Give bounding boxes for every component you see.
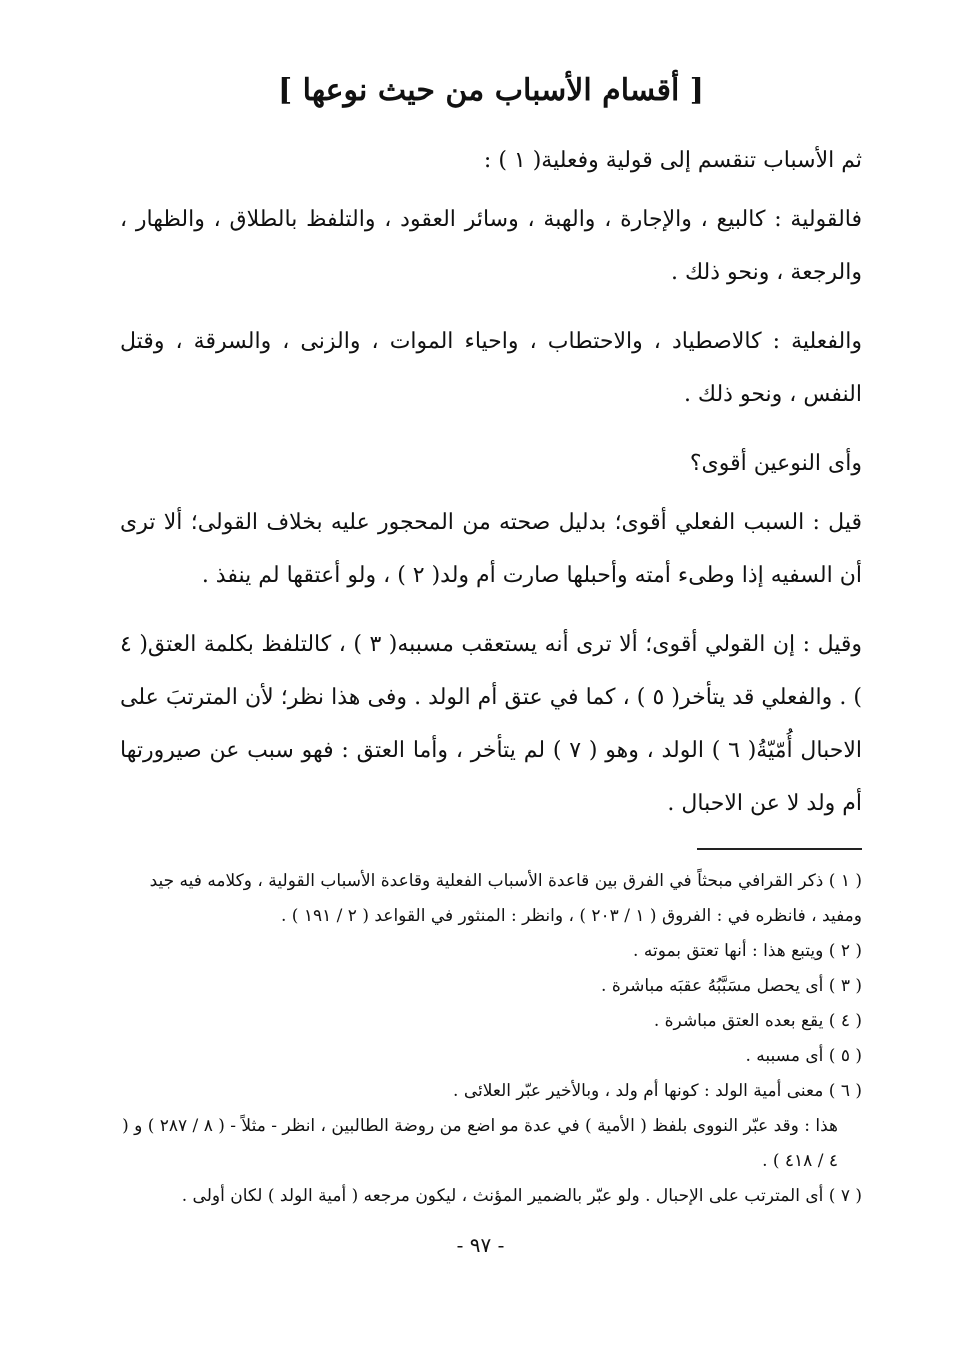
paragraph-filiya: والفعلية : كالاصطياد ، والاحتطاب ، واحياء الموات ، والزنى ، والسرقة ، وقتل النفس ، ونحو ذلك . xyxy=(120,329,862,407)
footnote-6: ( ٦ ) معنى أمية الولد : كونها أم ولد ، وبالأخير عبّر العلائى . xyxy=(453,1081,862,1101)
footnote-7: ( ٧ ) أى المترتب على الإحبال . ولو عبّر بالضمير المؤنث ، ليكون مرجعه ( أمية الولد ) لكان أولى . xyxy=(181,1186,862,1206)
paragraph-intro: ثم الأسباب تنقسم إلى قولية وفعلية( ١ ) : xyxy=(483,148,862,173)
paragraph-second-opinion: وقيل : إن القولي أقوى؛ ألا ترى أنه يستعقب مسببه( ٣ ) ، كالتلفظ بكلمة العتق( ٤ ) . والفعلي قد يتأخر( ٥ ) ، كما في عتق أم الولد . وفى هذا نظر؛ لأن المترتبَ على الاحبال أُمّيّةُ( ٦ ) الولد ، وهو ( ٧ ) لم يتأخر ، وأما العتق : فهو سبب عن صيرورتها أم ولد لا عن الاحبال . xyxy=(120,632,863,816)
section-title: [ أقسام الأسباب من حيث نوعها ] xyxy=(278,73,704,108)
paragraph-question: وأى النوعين أقوى؟ xyxy=(689,451,862,476)
footnote-6-continuation: هذا : وقد عبّر النووى بلفظ ( الأمية ) في عدة مو اضع من روضة الطالبين ، انظر - مثلاً - ( ٨ / ٢٨٧ ) و ( ٤ / ٤١٨ ) . xyxy=(122,1116,838,1171)
footnote-5: ( ٥ ) أى مسببه . xyxy=(745,1046,862,1066)
footnotes-block xyxy=(120,864,862,1214)
page-content xyxy=(120,70,862,1214)
footnote-2: ( ٢ ) ويتبع هذا : أنها تعتق بموته . xyxy=(633,941,862,961)
footnote-4: ( ٤ ) يقع بعده العتق مباشرة . xyxy=(653,1011,862,1031)
paragraph-first-opinion: قيل : السبب الفعلي أقوى؛ بدليل صحته من المحجور عليه بخلاف القولى؛ ألا ترى أن السفيه إذا وطىء أمته وأحبلها صارت أم ولد( ٢ ) ، ولو أعتقها لم ينفذ . xyxy=(120,510,862,588)
footnote-1: ( ١ ) ذكر القرافي مبحثاً في الفرق بين قاعدة الأسباب الفعلية وقاعدة الأسباب القولية ، وكلامه فيه جيد ومفيد ، فانظره في : الفروق ( ١ / ٢٠٣ ) ، وانظر : المنثور في القواعد ( ٢ / ١٩١ ) . xyxy=(149,871,862,926)
footnote-3: ( ٣ ) أى يحصل مسَبَّبُهُ عقبَه مباشرة . xyxy=(601,976,862,996)
page-number: - ٩٧ - xyxy=(456,1233,505,1257)
paragraph-qawliya: فالقولية : كالبيع ، والإجارة ، والهبة ، وسائر العقود ، والتلفظ بالطلاق ، والظهار ، والرجعة ، ونحو ذلك . xyxy=(120,207,862,285)
footnote-divider xyxy=(697,848,862,850)
